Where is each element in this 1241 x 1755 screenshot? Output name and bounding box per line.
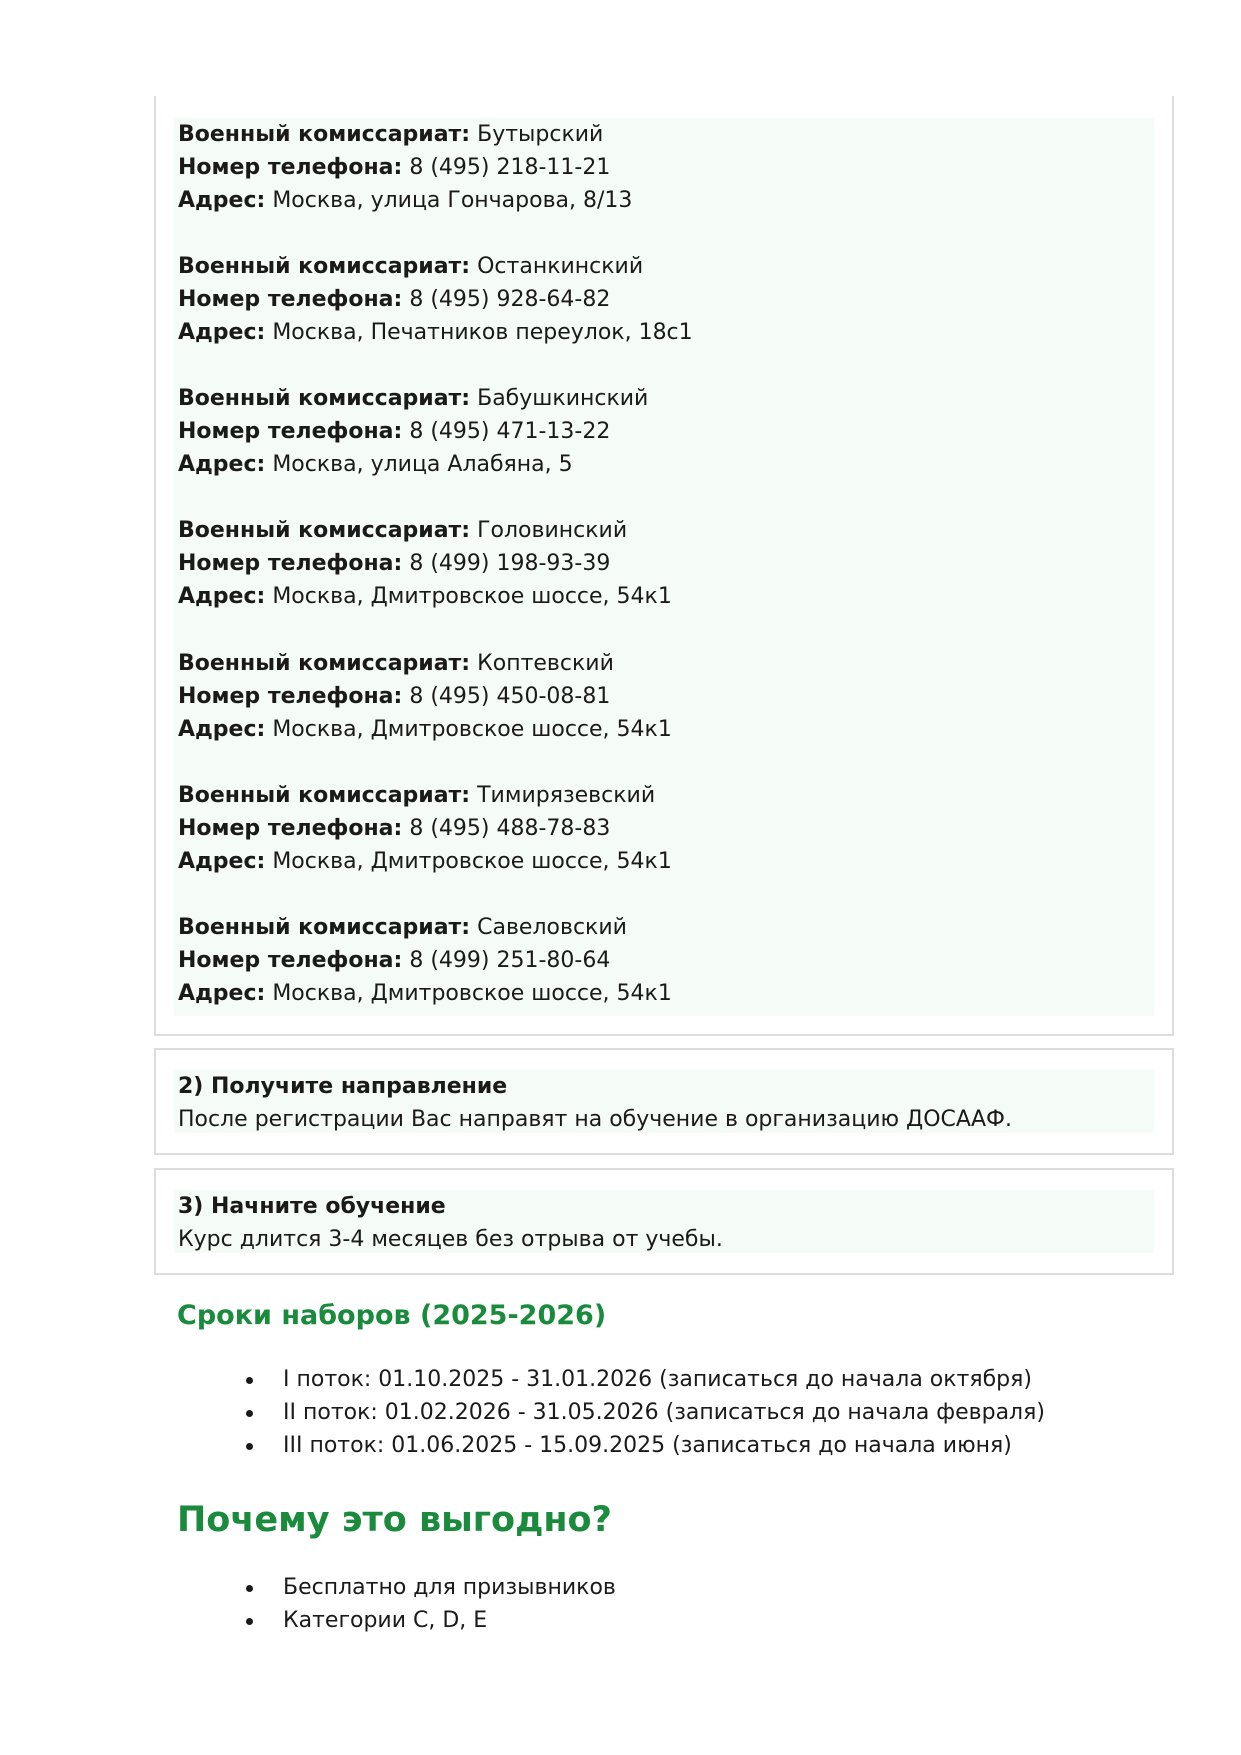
office-entry-ostankinsky [178,250,693,349]
step-3-panel [174,1190,1154,1253]
benefits-list [210,1571,616,1637]
phone-label: Номер телефона: [178,816,403,841]
office-phone: 8 (495) 471-13-22 [409,419,611,444]
office-entry-golovinsky [178,514,672,613]
office-phone: 8 (499) 251-80-64 [409,948,611,973]
phone-label: Номер телефона: [178,551,403,576]
office-name: Бутырский [477,122,604,147]
bullet-icon [246,1618,253,1625]
list-item [210,1604,616,1637]
office-entry-timiryazevsky [178,779,672,878]
schedule-list [210,1363,1045,1462]
step-2-description: После регистрации Вас направят на обучение в организацию ДОСААФ. [178,1107,1012,1132]
schedule-item-text: II поток: 01.02.2026 - 31.05.2026 (записаться до начала февраля) [283,1400,1045,1425]
office-address: Москва, улица Алабяна, 5 [272,452,573,477]
office-label: Военный комиссариат: [178,254,471,279]
office-address: Москва, Дмитровское шоссе, 54к1 [272,584,672,609]
address-label: Адрес: [178,849,266,874]
phone-label: Номер телефона: [178,287,403,312]
phone-label: Номер телефона: [178,684,403,709]
address-label: Адрес: [178,320,266,345]
office-entry-butyrsky [178,118,632,217]
office-label: Военный комиссариат: [178,783,471,808]
step-3-description: Курс длится 3-4 месяцев без отрыва от учебы. [178,1227,723,1252]
office-name: Останкинский [477,254,644,279]
address-label: Адрес: [178,452,266,477]
office-address: Москва, улица Гончарова, 8/13 [272,188,633,213]
bullet-icon [246,1377,253,1384]
address-label: Адрес: [178,981,266,1006]
office-address: Москва, Печатников переулок, 18с1 [272,320,693,345]
office-entry-babushkinsky [178,382,648,481]
step-2-panel [174,1070,1154,1133]
office-name: Бабушкинский [477,386,649,411]
list-item [210,1571,616,1604]
office-entry-savelovsky [178,911,672,1010]
address-label: Адрес: [178,717,266,742]
list-item [210,1363,1045,1396]
office-phone: 8 (495) 218-11-21 [409,155,611,180]
phone-label: Номер телефона: [178,948,403,973]
office-phone: 8 (499) 198-93-39 [409,551,611,576]
office-label: Военный комиссариат: [178,386,471,411]
schedule-item-text: I поток: 01.10.2025 - 31.01.2026 (записаться до начала октября) [283,1367,1032,1392]
office-address: Москва, Дмитровское шоссе, 54к1 [272,849,672,874]
office-label: Военный комиссариат: [178,915,471,940]
schedule-heading: Сроки наборов (2025-2026) [177,1300,607,1331]
step-2-title: 2) Получите направление [178,1074,508,1099]
office-name: Коптевский [477,651,614,676]
office-phone: 8 (495) 450-08-81 [409,684,611,709]
address-label: Адрес: [178,188,266,213]
address-label: Адрес: [178,584,266,609]
phone-label: Номер телефона: [178,419,403,444]
office-entry-koptevsky [178,647,672,746]
benefit-item-text: Бесплатно для призывников [283,1575,616,1600]
office-name: Тимирязевский [477,783,656,808]
phone-label: Номер телефона: [178,155,403,180]
bullet-icon [246,1585,253,1592]
schedule-item-text: III поток: 01.06.2025 - 15.09.2025 (записаться до начала июня) [283,1433,1012,1458]
list-item [210,1396,1045,1429]
benefits-heading: Почему это выгодно? [177,1500,612,1540]
bullet-icon [246,1443,253,1450]
step-1-offices-box [154,96,1174,1036]
office-address: Москва, Дмитровское шоссе, 54к1 [272,981,672,1006]
office-name: Савеловский [477,915,627,940]
office-phone: 8 (495) 928-64-82 [409,287,611,312]
office-phone: 8 (495) 488-78-83 [409,816,611,841]
offices-panel [174,118,1154,1016]
office-label: Военный комиссариат: [178,122,471,147]
step-3-box [154,1168,1174,1275]
office-label: Военный комиссариат: [178,651,471,676]
benefit-item-text: Категории C, D, E [283,1608,488,1633]
step-3-title: 3) Начните обучение [178,1194,446,1219]
office-address: Москва, Дмитровское шоссе, 54к1 [272,717,672,742]
bullet-icon [246,1410,253,1417]
office-name: Головинский [477,518,628,543]
list-item [210,1429,1045,1462]
step-2-box [154,1048,1174,1155]
office-label: Военный комиссариат: [178,518,471,543]
